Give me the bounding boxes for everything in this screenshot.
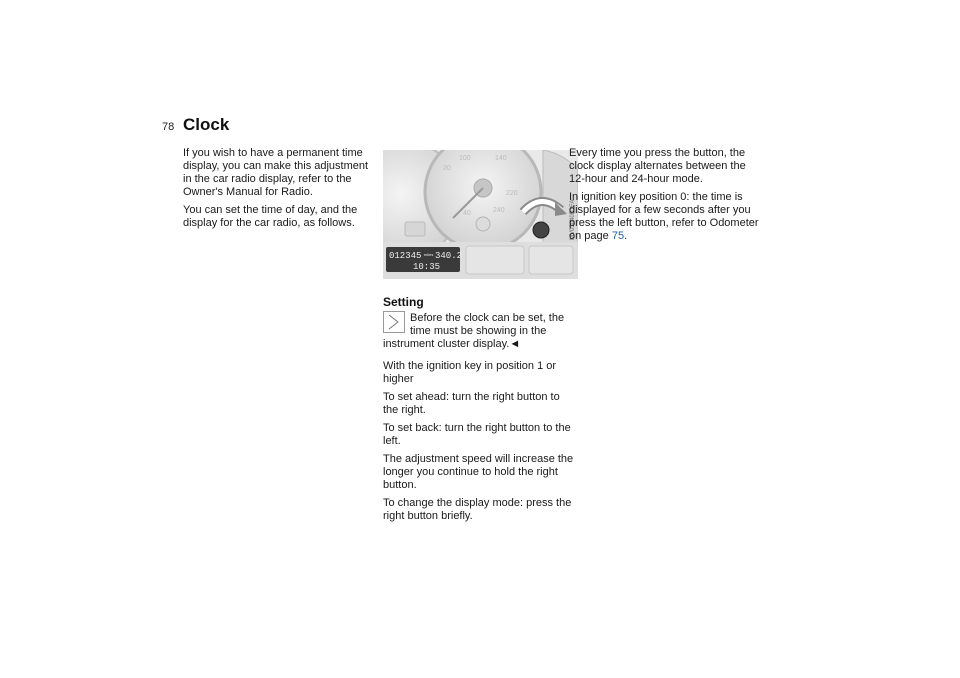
display-mode-paragraph-1: Every time you press the button, the clock display alternates between the 12-hour and 24-hour mode. [569, 147, 746, 185]
note-text [410, 312, 575, 338]
note-triangle-icon [383, 311, 405, 333]
display-mode-paragraph-2-end: . [624, 230, 628, 242]
setting-paragraph-5: To change the display mode: press the right button briefly. [383, 497, 572, 522]
display-mode-column [569, 147, 779, 248]
intro-paragraph-1: If you wish to have a permanent time display, you can make this adjustment in the car radio display, refer to the Owner's Manual for Radio. [183, 147, 369, 198]
section-heading-setting: Setting [383, 295, 424, 309]
clock-value: 10:35 [413, 262, 441, 272]
intro-column [183, 147, 373, 235]
page-number: 78 [162, 121, 175, 133]
note-line-2: time must be showing in the [410, 325, 547, 337]
setting-paragraph-2: To set ahead: turn the right button to the right. [383, 391, 560, 416]
setting-paragraph-1: With the ignition key in position 1 or higher [383, 360, 557, 385]
display-mode-paragraph-2-text: In ignition key position 0: the time is displayed for a few seconds after you press the left button, refer to Odometer on page [569, 191, 759, 242]
intro-paragraph-2: You can set the time of day, and the display for the car radio, as follows. [183, 204, 358, 229]
figure-code: MV03040B1FA [570, 199, 576, 240]
odometer-value: 012345 [389, 251, 422, 261]
display-mode-paragraph-2 [569, 191, 779, 243]
right-button-knob [533, 222, 549, 238]
svg-text:100: 100 [459, 155, 471, 162]
svg-text:140: 140 [495, 155, 507, 162]
instrument-cluster-figure [383, 150, 578, 279]
trip-value: 340.2 [435, 251, 463, 261]
svg-text:40: 40 [463, 210, 471, 217]
note-line-1: Before the clock can be set, the [410, 312, 565, 324]
page-title: Clock [183, 115, 230, 134]
setting-column [383, 360, 578, 528]
svg-text:220: 220 [506, 190, 518, 197]
odometer-unit: miles [424, 252, 434, 257]
setting-paragraph-3: To set back: turn the right button to the left. [383, 422, 571, 447]
svg-text:20: 20 [443, 165, 451, 172]
svg-text:240: 240 [493, 207, 505, 214]
setting-paragraph-4: The adjustment speed will increase the longer you continue to hold the right button. [383, 453, 574, 491]
odometer-page-link[interactable]: 75 [611, 230, 625, 242]
note-line-3: instrument cluster display.◄ [383, 338, 521, 350]
